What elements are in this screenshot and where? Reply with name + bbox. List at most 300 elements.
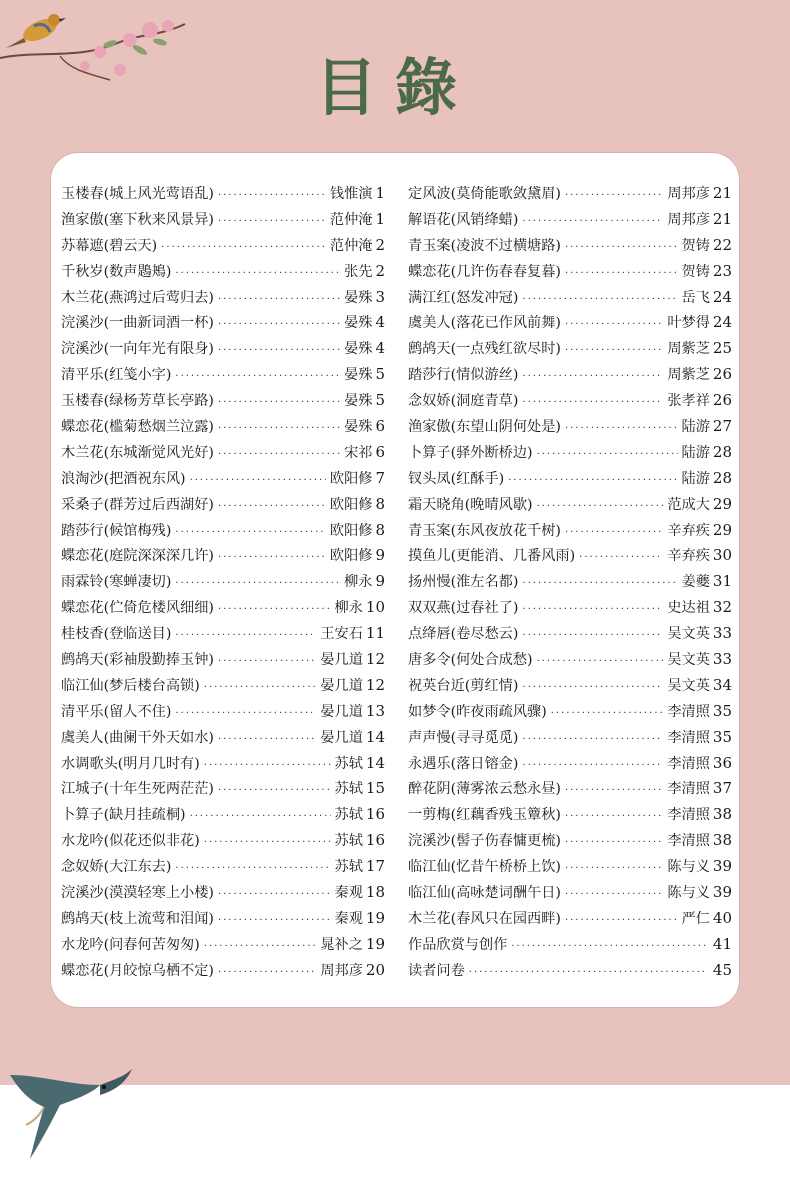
toc-entry-page: 29 bbox=[712, 494, 732, 513]
toc-entry[interactable] bbox=[61, 958, 385, 984]
toc-entry-author: 晏殊 bbox=[344, 393, 373, 410]
swallow-icon bbox=[0, 1055, 140, 1165]
toc-entry-title: 木兰花(东城渐觉风光好) bbox=[61, 444, 214, 461]
toc-entry-author: 晏殊 bbox=[344, 315, 373, 332]
toc-entry-title: 蝶恋花(几许伤春春复暮) bbox=[408, 263, 561, 280]
toc-entry-author: 晏殊 bbox=[344, 419, 373, 436]
toc-entry-author: 柳永 bbox=[344, 574, 373, 591]
toc-entry[interactable] bbox=[408, 958, 732, 984]
toc-entry-page: 28 bbox=[712, 442, 732, 461]
toc-entry-author: 欧阳修 bbox=[329, 496, 373, 513]
toc-entry[interactable] bbox=[408, 647, 732, 673]
toc-entry-author: 范仲淹 bbox=[329, 237, 373, 254]
toc-leader-dots bbox=[161, 235, 326, 261]
toc-entry-page: 7 bbox=[375, 468, 385, 487]
toc-entry-author: 叶梦得 bbox=[667, 315, 710, 332]
toc-entry-title: 摸鱼儿(更能消、几番风雨) bbox=[408, 548, 576, 565]
page-title: 目錄 bbox=[314, 51, 475, 124]
toc-leader-dots bbox=[522, 287, 677, 313]
toc-entry-title: 玉楼春(城上风光莺语乱) bbox=[61, 186, 214, 202]
toc-entry[interactable] bbox=[408, 492, 732, 518]
toc-entry-page: 3 bbox=[375, 287, 385, 306]
toc-leader-dots bbox=[565, 830, 663, 856]
toc-entry-page: 4 bbox=[375, 339, 385, 358]
toc-entry-page: 37 bbox=[712, 779, 732, 798]
toc-entry-title: 清平乐(红笺小字) bbox=[61, 367, 172, 384]
toc-entry-title: 采桑子(群芳过后西湖好) bbox=[61, 496, 214, 513]
toc-entry-title: 玉楼春(绿杨芳草长亭路) bbox=[61, 393, 214, 410]
toc-entry-page: 45 bbox=[712, 960, 732, 979]
toc-entry-title: 临江仙(高咏楚词酬午日) bbox=[408, 885, 561, 902]
toc-entry-author: 吴文英 bbox=[667, 652, 710, 669]
toc-entry-title: 渔家傲(塞下秋来风景异) bbox=[61, 211, 214, 228]
toc-leader-dots bbox=[204, 934, 317, 960]
toc-entry-author: 范成大 bbox=[667, 496, 710, 513]
toc-entry-title: 临江仙(忆昔午桥桥上饮) bbox=[408, 859, 561, 876]
toc-entry[interactable] bbox=[408, 673, 732, 699]
toc-entry-title: 双双燕(过春社了) bbox=[408, 600, 519, 617]
toc-entry-author: 陈与义 bbox=[667, 885, 710, 902]
toc-entry-author: 晁补之 bbox=[320, 936, 363, 953]
toc-entry-title: 木兰花(燕鸿过后莺归去) bbox=[61, 289, 214, 306]
toc-entry[interactable] bbox=[61, 362, 385, 388]
toc-entry[interactable] bbox=[408, 621, 732, 647]
toc-leader-dots bbox=[175, 623, 316, 649]
toc-entry[interactable] bbox=[61, 414, 385, 440]
toc-leader-dots bbox=[218, 908, 331, 934]
toc-entry-page: 16 bbox=[365, 805, 385, 824]
toc-entry-author: 陈与义 bbox=[667, 859, 710, 876]
toc-entry[interactable] bbox=[61, 699, 385, 725]
toc-entry-title: 鹧鸪天(枝上流莺和泪闻) bbox=[61, 910, 214, 927]
toc-leader-dots bbox=[565, 520, 663, 546]
toc-entry-title: 浣溪沙(漠漠轻寒上小楼) bbox=[61, 885, 214, 902]
toc-entry[interactable] bbox=[408, 207, 732, 233]
toc-leader-dots bbox=[190, 468, 326, 494]
toc-entry[interactable] bbox=[61, 440, 385, 466]
toc-entry[interactable] bbox=[408, 181, 732, 207]
toc-entry-page: 21 bbox=[712, 184, 732, 202]
toc-entry-page: 2 bbox=[375, 235, 385, 254]
toc-entry[interactable] bbox=[61, 880, 385, 906]
toc-entry-author: 张先 bbox=[344, 263, 373, 280]
toc-leader-dots bbox=[565, 338, 663, 364]
toc-leader-dots bbox=[218, 494, 326, 520]
toc-entry[interactable] bbox=[61, 543, 385, 569]
toc-entry[interactable] bbox=[61, 336, 385, 362]
toc-entry-page: 12 bbox=[365, 650, 385, 669]
toc-entry-page: 35 bbox=[712, 701, 732, 720]
toc-entry-title: 桂枝香(登临送目) bbox=[61, 626, 172, 643]
toc-leader-dots bbox=[204, 675, 317, 701]
toc-entry-author: 晏几道 bbox=[320, 652, 363, 669]
toc-entry-author: 苏轼 bbox=[334, 833, 363, 850]
toc-entry-page: 22 bbox=[712, 235, 732, 254]
toc-entry-page: 24 bbox=[712, 313, 732, 332]
toc-left-column bbox=[61, 181, 385, 984]
toc-entry[interactable] bbox=[61, 776, 385, 802]
toc-entry-title: 清平乐(留人不住) bbox=[61, 703, 172, 720]
toc-leader-dots bbox=[522, 390, 663, 416]
toc-entry-title: 满江红(怒发冲冠) bbox=[408, 289, 519, 306]
toc-entry[interactable] bbox=[408, 802, 732, 828]
toc-entry-author: 欧阳修 bbox=[329, 548, 373, 565]
toc-leader-dots bbox=[218, 416, 340, 442]
toc-entry-author: 苏轼 bbox=[334, 859, 363, 876]
toc-entry-author: 钱惟演 bbox=[329, 186, 373, 202]
toc-leader-dots bbox=[565, 416, 678, 442]
toc-leader-dots bbox=[218, 209, 326, 235]
toc-leader-dots bbox=[218, 778, 331, 804]
toc-entry-page: 6 bbox=[375, 417, 385, 436]
toc-entry-author: 吴文英 bbox=[667, 677, 710, 694]
toc-entry-author: 柳永 bbox=[334, 600, 363, 617]
toc-leader-dots bbox=[522, 209, 663, 235]
toc-entry-title: 祝英台近(剪红情) bbox=[408, 677, 519, 694]
toc-entry-title: 青玉案(凌波不过横塘路) bbox=[408, 237, 561, 254]
toc-entry-title: 钗头凤(红酥手) bbox=[408, 470, 505, 487]
toc-entry-author: 陆游 bbox=[681, 470, 710, 487]
toc-leader-dots bbox=[469, 960, 706, 986]
toc-entry-title: 读者问卷 bbox=[408, 962, 465, 979]
toc-entry[interactable] bbox=[61, 932, 385, 958]
toc-leader-dots bbox=[508, 468, 677, 494]
toc-entry-author: 宋祁 bbox=[344, 444, 373, 461]
toc-entry[interactable] bbox=[408, 595, 732, 621]
toc-entry-title: 作品欣赏与创作 bbox=[408, 936, 508, 953]
toc-entry-title: 青玉案(东风夜放花千树) bbox=[408, 522, 561, 539]
toc-leader-dots bbox=[218, 312, 340, 338]
toc-entry-page: 16 bbox=[365, 831, 385, 850]
toc-entry-title: 蝶恋花(伫倚危楼风细细) bbox=[61, 600, 214, 617]
toc-leader-dots bbox=[175, 364, 340, 390]
toc-entry-author: 李清照 bbox=[667, 807, 710, 824]
toc-leader-dots bbox=[565, 183, 663, 209]
toc-entry-title: 渔家傲(东望山阴何处是) bbox=[408, 419, 561, 436]
toc-leader-dots bbox=[175, 520, 325, 546]
toc-entry-page: 14 bbox=[365, 753, 385, 772]
toc-entry-author: 史达祖 bbox=[667, 600, 710, 617]
toc-leader-dots bbox=[175, 856, 330, 882]
toc-entry-author: 岳飞 bbox=[681, 289, 710, 306]
toc-entry-title: 浣溪沙(髻子伤春慵更梳) bbox=[408, 833, 561, 850]
toc-entry[interactable] bbox=[408, 569, 732, 595]
toc-entry[interactable] bbox=[408, 699, 732, 725]
toc-entry-page: 21 bbox=[712, 209, 732, 228]
toc-entry-page: 39 bbox=[712, 883, 732, 902]
toc-entry-page: 38 bbox=[712, 805, 732, 824]
toc-leader-dots bbox=[522, 753, 663, 779]
toc-entry[interactable] bbox=[408, 932, 732, 958]
toc-entry-page: 8 bbox=[375, 494, 385, 513]
toc-entry-title: 点绛唇(卷尽愁云) bbox=[408, 626, 519, 643]
toc-entry[interactable] bbox=[61, 751, 385, 777]
toc-entry-page: 1 bbox=[375, 184, 385, 202]
toc-entry[interactable] bbox=[61, 388, 385, 414]
toc-leader-dots bbox=[579, 545, 663, 571]
toc-entry-author: 贺铸 bbox=[681, 263, 710, 280]
toc-leader-dots bbox=[537, 494, 664, 520]
toc-entry-author: 李清照 bbox=[667, 729, 710, 746]
toc-entry-title: 浪淘沙(把酒祝东风) bbox=[61, 470, 186, 487]
toc-entry[interactable] bbox=[408, 285, 732, 311]
toc-card bbox=[50, 152, 740, 1008]
toc-entry-title: 唐多令(何处合成愁) bbox=[408, 652, 533, 669]
toc-entry-title: 定风波(莫倚能歌敛黛眉) bbox=[408, 186, 561, 202]
toc-entry[interactable] bbox=[61, 207, 385, 233]
toc-entry-title: 扬州慢(淮左名都) bbox=[408, 574, 519, 591]
toc-entry-page: 23 bbox=[712, 261, 732, 280]
toc-entry-author: 苏轼 bbox=[334, 781, 363, 798]
toc-entry-title: 念奴娇(洞庭青草) bbox=[408, 393, 519, 410]
toc-entry[interactable] bbox=[408, 776, 732, 802]
toc-entry-title: 苏幕遮(碧云天) bbox=[61, 237, 158, 254]
toc-entry[interactable] bbox=[61, 466, 385, 492]
toc-entry[interactable] bbox=[61, 259, 385, 285]
toc-entry-author: 陆游 bbox=[681, 419, 710, 436]
toc-entry[interactable] bbox=[408, 466, 732, 492]
toc-entry-author: 王安石 bbox=[320, 626, 363, 643]
toc-entry-author: 晏殊 bbox=[344, 367, 373, 384]
toc-leader-dots bbox=[511, 934, 706, 960]
toc-entry[interactable] bbox=[61, 595, 385, 621]
toc-entry[interactable] bbox=[61, 725, 385, 751]
toc-entry-author: 严仁 bbox=[681, 910, 710, 927]
toc-entry-page: 14 bbox=[365, 727, 385, 746]
toc-entry[interactable] bbox=[61, 647, 385, 673]
toc-entry[interactable] bbox=[408, 440, 732, 466]
toc-entry-page: 27 bbox=[712, 417, 732, 436]
toc-entry-title: 踏莎行(候馆梅残) bbox=[61, 522, 172, 539]
toc-entry-title: 虞美人(落花已作风前舞) bbox=[408, 315, 561, 332]
toc-entry-page: 6 bbox=[375, 442, 385, 461]
toc-entry[interactable] bbox=[408, 362, 732, 388]
toc-entry-page: 5 bbox=[375, 391, 385, 410]
toc-entry[interactable] bbox=[408, 233, 732, 259]
toc-entry[interactable] bbox=[61, 181, 385, 207]
toc-entry[interactable] bbox=[61, 621, 385, 647]
toc-leader-dots bbox=[204, 830, 331, 856]
toc-entry-author: 苏轼 bbox=[334, 755, 363, 772]
toc-entry-author: 李清照 bbox=[667, 703, 710, 720]
toc-entry[interactable] bbox=[61, 233, 385, 259]
toc-entry-page: 26 bbox=[712, 391, 732, 410]
toc-entry-page: 4 bbox=[375, 313, 385, 332]
toc-leader-dots bbox=[565, 804, 663, 830]
toc-leader-dots bbox=[551, 701, 664, 727]
toc-entry-author: 李清照 bbox=[667, 781, 710, 798]
toc-entry-title: 声声慢(寻寻觅觅) bbox=[408, 729, 519, 746]
toc-leader-dots bbox=[218, 545, 326, 571]
toc-entry[interactable] bbox=[408, 543, 732, 569]
toc-entry-author: 陆游 bbox=[681, 444, 710, 461]
toc-entry-title: 雨霖铃(寒蝉凄切) bbox=[61, 574, 172, 591]
toc-entry[interactable] bbox=[61, 854, 385, 880]
toc-entry[interactable] bbox=[408, 828, 732, 854]
toc-entry-page: 28 bbox=[712, 468, 732, 487]
toc-entry-page: 35 bbox=[712, 727, 732, 746]
toc-entry[interactable] bbox=[408, 751, 732, 777]
toc-entry-author: 范仲淹 bbox=[329, 211, 373, 228]
toc-entry-page: 24 bbox=[712, 287, 732, 306]
toc-entry-title: 一剪梅(红藕香残玉簟秋) bbox=[408, 807, 561, 824]
toc-leader-dots bbox=[565, 856, 663, 882]
toc-entry-page: 30 bbox=[712, 546, 732, 565]
toc-entry[interactable] bbox=[61, 802, 385, 828]
toc-entry-author: 晏几道 bbox=[320, 729, 363, 746]
toc-entry-page: 34 bbox=[712, 675, 732, 694]
toc-entry-title: 虞美人(曲阑干外天如水) bbox=[61, 729, 214, 746]
toc-entry-title: 蝶恋花(槛菊愁烟兰泣露) bbox=[61, 419, 214, 436]
toc-entry[interactable] bbox=[61, 828, 385, 854]
toc-leader-dots bbox=[565, 882, 663, 908]
toc-entry-page: 15 bbox=[365, 779, 385, 798]
toc-entry-title: 如梦令(昨夜雨疏风骤) bbox=[408, 703, 547, 720]
toc-leader-dots bbox=[218, 960, 316, 986]
toc-entry[interactable] bbox=[408, 388, 732, 414]
toc-entry-author: 秦观 bbox=[334, 910, 363, 927]
toc-entry-title: 卜算子(驿外断桥边) bbox=[408, 444, 533, 461]
toc-entry-page: 26 bbox=[712, 365, 732, 384]
toc-leader-dots bbox=[175, 701, 316, 727]
toc-entry-author: 欧阳修 bbox=[329, 522, 373, 539]
toc-entry-author: 晏几道 bbox=[320, 703, 363, 720]
toc-entry-author: 李清照 bbox=[667, 833, 710, 850]
toc-entry-title: 鹧鸪天(彩袖殷勤捧玉钟) bbox=[61, 652, 214, 669]
toc-entry-title: 鹧鸪天(一点残红欲尽时) bbox=[408, 341, 561, 358]
toc-entry[interactable] bbox=[408, 906, 732, 932]
toc-entry-page: 11 bbox=[365, 624, 385, 643]
toc-leader-dots bbox=[565, 778, 663, 804]
toc-entry[interactable] bbox=[408, 259, 732, 285]
toc-entry-page: 5 bbox=[375, 365, 385, 384]
toc-leader-dots bbox=[204, 753, 331, 779]
toc-entry-page: 9 bbox=[375, 546, 385, 565]
toc-leader-dots bbox=[565, 235, 678, 261]
toc-entry-page: 33 bbox=[712, 624, 732, 643]
toc-entry-title: 浣溪沙(一曲新词酒一杯) bbox=[61, 315, 214, 332]
toc-leader-dots bbox=[175, 571, 340, 597]
toc-leader-dots bbox=[565, 312, 663, 338]
toc-entry[interactable] bbox=[408, 880, 732, 906]
toc-entry-author: 张孝祥 bbox=[667, 393, 710, 410]
toc-entry-author: 贺铸 bbox=[681, 237, 710, 254]
toc-entry-page: 19 bbox=[365, 908, 385, 927]
toc-entry-author: 辛弃疾 bbox=[667, 548, 710, 565]
toc-leader-dots bbox=[522, 364, 663, 390]
toc-entry-title: 解语花(风销绛蜡) bbox=[408, 211, 519, 228]
toc-entry-title: 念奴娇(大江东去) bbox=[61, 859, 172, 876]
toc-leader-dots bbox=[565, 908, 678, 934]
toc-entry[interactable] bbox=[61, 569, 385, 595]
toc-entry-page: 41 bbox=[712, 934, 732, 953]
toc-entry-title: 蝶恋花(月皎惊乌栖不定) bbox=[61, 962, 214, 979]
toc-entry-page: 31 bbox=[712, 572, 732, 591]
toc-entry-page: 10 bbox=[365, 598, 385, 617]
toc-entry[interactable] bbox=[408, 310, 732, 336]
toc-entry[interactable] bbox=[61, 285, 385, 311]
toc-entry-title: 踏莎行(情似游丝) bbox=[408, 367, 519, 384]
toc-entry-title: 醉花阴(薄雾浓云愁永昼) bbox=[408, 781, 561, 798]
toc-leader-dots bbox=[218, 882, 331, 908]
toc-entry-page: 29 bbox=[712, 520, 732, 539]
toc-right-column bbox=[408, 181, 732, 984]
toc-entry-author: 周邦彦 bbox=[667, 211, 710, 228]
toc-entry[interactable] bbox=[61, 906, 385, 932]
toc-leader-dots bbox=[218, 390, 340, 416]
toc-entry-title: 霜天晓角(晚晴风歇) bbox=[408, 496, 533, 513]
toc-entry-title: 临江仙(梦后楼台高锁) bbox=[61, 677, 200, 694]
toc-entry[interactable] bbox=[408, 725, 732, 751]
toc-entry-page: 8 bbox=[375, 520, 385, 539]
toc-leader-dots bbox=[537, 442, 678, 468]
toc-leader-dots bbox=[218, 597, 331, 623]
toc-entry-author: 秦观 bbox=[334, 885, 363, 902]
toc-entry-title: 水龙吟(似花还似非花) bbox=[61, 833, 200, 850]
toc-entry-author: 吴文英 bbox=[667, 626, 710, 643]
toc-entry[interactable] bbox=[61, 673, 385, 699]
toc-leader-dots bbox=[522, 597, 663, 623]
toc-entry-page: 20 bbox=[365, 960, 385, 979]
toc-entry-author: 周紫芝 bbox=[667, 341, 710, 358]
toc-leader-dots bbox=[522, 571, 677, 597]
toc-entry[interactable] bbox=[61, 492, 385, 518]
toc-entry-page: 40 bbox=[712, 908, 732, 927]
toc-entry-author: 晏殊 bbox=[344, 341, 373, 358]
toc-entry-page: 9 bbox=[375, 572, 385, 591]
toc-entry-title: 蝶恋花(庭院深深深几许) bbox=[61, 548, 214, 565]
toc-leader-dots bbox=[522, 675, 663, 701]
toc-leader-dots bbox=[218, 338, 340, 364]
toc-leader-dots bbox=[537, 649, 664, 675]
toc-entry-author: 李清照 bbox=[667, 755, 710, 772]
toc-entry[interactable] bbox=[408, 414, 732, 440]
toc-entry-title: 江城子(十年生死两茫茫) bbox=[61, 781, 214, 798]
toc-leader-dots bbox=[565, 261, 678, 287]
toc-entry-author: 辛弃疾 bbox=[667, 522, 710, 539]
toc-entry-page: 36 bbox=[712, 753, 732, 772]
toc-entry-page: 19 bbox=[365, 934, 385, 953]
toc-entry-author: 欧阳修 bbox=[329, 470, 373, 487]
toc-entry[interactable] bbox=[408, 518, 732, 544]
toc-entry-page: 39 bbox=[712, 857, 732, 876]
toc-entry[interactable] bbox=[61, 518, 385, 544]
toc-entry-page: 25 bbox=[712, 339, 732, 358]
toc-leader-dots bbox=[218, 183, 326, 209]
toc-entry[interactable] bbox=[408, 854, 732, 880]
toc-entry-title: 水龙吟(问春何苦匆匆) bbox=[61, 936, 200, 953]
toc-entry-author: 姜夔 bbox=[681, 574, 710, 591]
toc-leader-dots bbox=[218, 727, 316, 753]
toc-entry-title: 木兰花(春风只在园西畔) bbox=[408, 910, 561, 927]
toc-entry[interactable] bbox=[61, 310, 385, 336]
toc-entry-author: 周邦彦 bbox=[320, 962, 363, 979]
toc-entry-author: 晏殊 bbox=[344, 289, 373, 306]
toc-leader-dots bbox=[522, 623, 663, 649]
toc-entry-author: 晏几道 bbox=[320, 677, 363, 694]
toc-entry-page: 2 bbox=[375, 261, 385, 280]
toc-entry-title: 水调歌头(明月几时有) bbox=[61, 755, 200, 772]
toc-entry-page: 33 bbox=[712, 650, 732, 669]
toc-leader-dots bbox=[175, 261, 340, 287]
toc-leader-dots bbox=[522, 727, 663, 753]
toc-leader-dots bbox=[190, 804, 331, 830]
toc-entry[interactable] bbox=[408, 336, 732, 362]
toc-entry-author: 周邦彦 bbox=[667, 186, 710, 202]
toc-entry-page: 13 bbox=[365, 701, 385, 720]
toc-leader-dots bbox=[218, 287, 340, 313]
toc-entry-title: 永遇乐(落日镕金) bbox=[408, 755, 519, 772]
